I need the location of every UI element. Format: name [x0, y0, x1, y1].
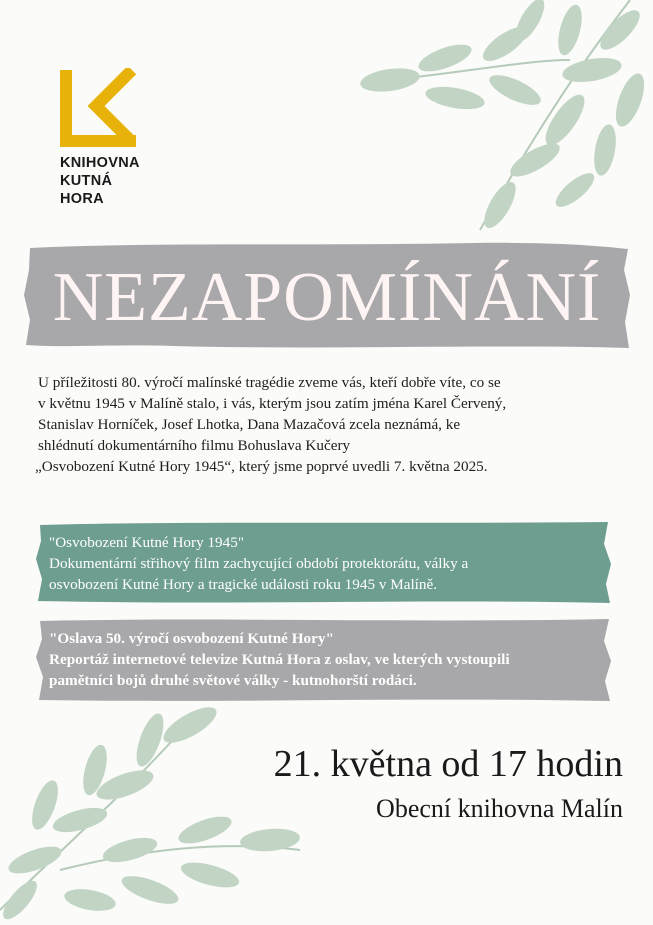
title-banner	[24, 240, 630, 352]
intro-line-4: shlédnutí dokumentárního filmu Bohuslava Kučery	[38, 437, 351, 454]
film-2-text	[36, 617, 510, 691]
library-name-line-2: KUTNÁ	[60, 173, 113, 189]
event-place: Obecní knihovna Malín	[376, 794, 623, 823]
leaves-decoration-bottom	[0, 700, 330, 925]
library-k-logo-icon	[60, 68, 142, 148]
event-date: 21. května od 17 hodin	[273, 743, 623, 785]
film-2-line-1: Reportáž internetové televize Kutná Hora z oslav, ve kterých vystoupili	[49, 651, 510, 668]
library-name	[60, 154, 170, 208]
intro-line-3: Stanislav Horníček, Josef Lhotka, Dana Mazačová zcela neznámá, ke	[38, 416, 461, 433]
film-1-title: "Osvobození Kutné Hory 1945"	[49, 534, 245, 551]
intro-line-5: „Osvobození Kutné Hory 1945“, který jsme poprvé uvedli 7. května 2025.	[35, 458, 488, 475]
film-1-band	[36, 519, 612, 605]
film-2-title: "Oslava 50. výročí osvobození Kutné Hory"	[49, 630, 334, 647]
film-1-line-1: Dokumentární střihový film zachycující období protektorátu, války a	[49, 555, 469, 572]
library-name-line-1: KNIHOVNA	[60, 155, 140, 171]
film-1-text	[36, 519, 468, 595]
intro-paragraph	[35, 372, 618, 477]
library-name-line-3: HORA	[60, 191, 104, 207]
film-2-band	[36, 617, 612, 703]
film-2-line-2: pamětníci bojů druhé světové války - kutnohorští rodáci.	[49, 672, 417, 689]
leaves-decoration-top	[330, 0, 653, 250]
film-1-line-2: osvobození Kutné Hory a tragické události roku 1945 v Malíně.	[49, 576, 438, 593]
intro-line-1: U příležitosti 80. výročí malínské tragédie zveme vás, kteří dobře víte, co se	[38, 374, 501, 391]
library-logo	[60, 68, 170, 208]
intro-line-2: v květnu 1945 v Malíně stalo, i vás, kterým jsou zatím jména Karel Červený,	[38, 395, 507, 412]
page-title: NEZAPOMÍNÁNÍ	[52, 259, 602, 336]
